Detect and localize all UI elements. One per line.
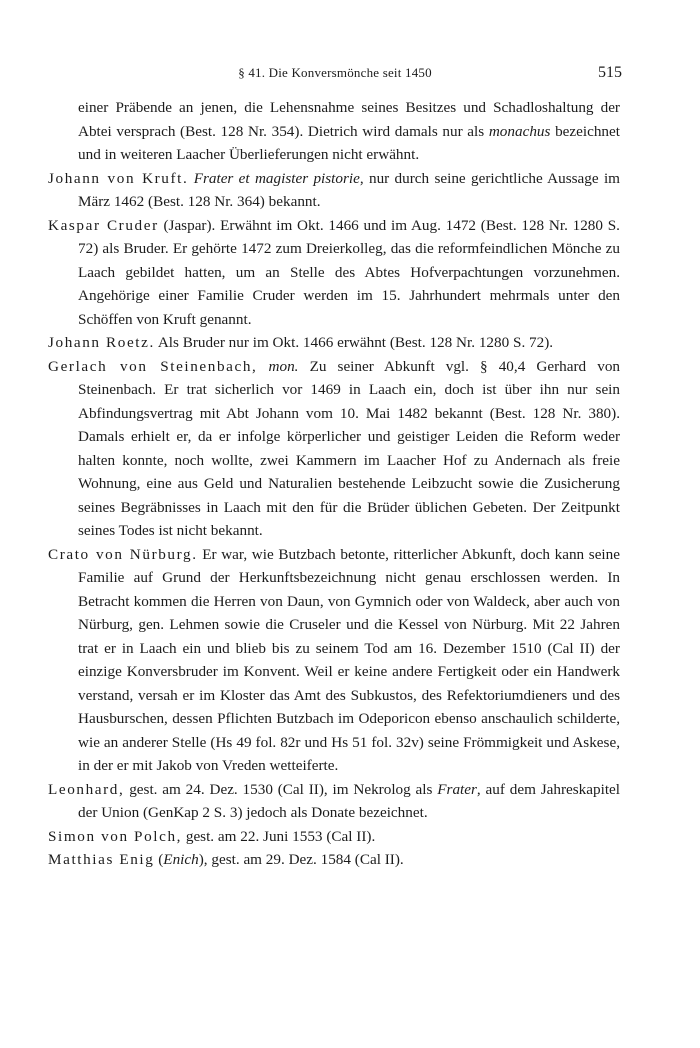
entry-name: Johann von Kruft.	[48, 169, 189, 187]
entry-name: Crato von Nürburg.	[48, 545, 198, 563]
latin-term: mon.	[268, 357, 299, 375]
entry-text: Zu seiner Abkunft vgl. § 40,4 Gerhard von Steinenbach. Er trat sicherlich vor 1469 in Laach ein, doch ist über ihn nur sein Abfindungsvertrag mit Abt Johann vom 10. Mai 1482 bekannt (Best. 128 Nr. 380). Damals erhielt er, da er infolge körperlicher und geistiger Leiden die Reform weder halten konnte, noch wollte, zwei Kammern im Laacher Hof zu Andernach als freie Wohnung, eine aus Geld und Naturalien bestehende Leibzucht sowie die Zusicherung seines Begräbnisses in Laach mit den für die Brüder üblichen Gebeten. Der Zeitpunkt seines Todes ist nicht bekannt.	[78, 357, 621, 539]
entry-text: Er war, wie Butzbach betonte, ritterlicher Abkunft, doch kann seine Familie auf Grund der Herkunftsbezeichnung nicht genau erschlossen werden. In Betracht kommen die Herren von Daun, von Gymnich oder von Waldeck, aber auch von Nürburg, gen. Lehmen sowie die Cruseler und die Kessel von Nürburg. Mit 22 Jahren trat er in Laach ein und blieb bis zu seinem Tod am 16. Dezember 1510 (Cal II) der einzige Konversbruder im Konvent. Weil er keine andere Fertigkeit oder ein Handwerk verstand, versah er im Kloster das Amt des Subkustos, des Refektoriumdieners und des Hausburschen, dessen Pflichten Butzbach im Odeporicon ebenso anschaulich schilderte, wie an anderer Stelle (Hs 49 fol. 82r und Hs 51 fol. 32v) seine Frömmigkeit und Askese, in der er mit Jakob von Vreden wetteiferte.	[78, 545, 620, 774]
register-entry	[48, 543, 620, 778]
entry-name: Simon von Polch,	[48, 827, 183, 845]
entry-text: , nur durch seine gerichtliche Aussage im März 1462 (Best. 128 Nr. 364) bekannt.	[78, 169, 620, 210]
entry-name: Johann Roetz.	[48, 334, 155, 351]
running-head: § 41. Die Konversmönche seit 1450	[238, 65, 432, 80]
entry-text: (Jaspar). Erwähnt im Okt. 1466 und im Aug. 1472 (Best. 128 Nr. 1280 S. 72) als Bruder. Er gehörte 1472 zum Dreierkolleg, das die reformfeindlichen Mönche zu Laach gebildet hatten, um an Stelle des Abtes Hofverpachtungen vorzunehmen. Angehörige einer Familie Cruder werden im 15. Jahrhundert mehrmals unter den Schöffen von Kruft genannt.	[78, 216, 620, 328]
register-entry	[48, 214, 620, 332]
register-entry	[48, 355, 620, 543]
register-entry	[48, 778, 620, 825]
latin-term: Frater et magister pistorie	[193, 169, 360, 187]
entry-continuation	[48, 96, 620, 167]
register-entry	[48, 331, 620, 355]
page-header	[48, 64, 622, 84]
entry-text: einer Präbende an jenen, die Lehensnahme seines Besitzes und Schadloshaltung der Abtei versprach (Best. 128 Nr. 354). Dietrich wird damals nur als	[78, 99, 620, 140]
entry-text: bezeichnet und in weiteren Laacher Überlieferungen nicht erwähnt.	[78, 122, 620, 163]
entry-text: , auf dem Jahreskapitel der Union (GenKap 2 S. 3) jedoch als Donate bezeichnet.	[78, 780, 620, 821]
latin-term: Enich	[163, 851, 199, 868]
entry-text: ), gest. am 29. Dez. 1584 (Cal II).	[198, 851, 404, 868]
latin-term: monachus	[488, 122, 551, 140]
entry-text: gest. am 22. Juni 1553 (Cal II).	[182, 827, 376, 845]
entry-name: Matthias Enig	[48, 851, 155, 868]
register-entry	[48, 825, 620, 849]
latin-term: Frater	[437, 780, 477, 798]
entry-text: (	[154, 851, 164, 868]
entry-name: Kaspar Cruder	[48, 216, 159, 234]
register-entry	[48, 848, 620, 872]
register-entry	[48, 167, 620, 214]
entry-text: gest. am 24. Dez. 1530 (Cal II), im Nekrolog als	[124, 780, 438, 798]
page-number: 515	[598, 64, 622, 81]
body-text	[48, 96, 620, 872]
entry-name: Leonhard,	[48, 780, 125, 798]
entry-text: Als Bruder nur im Okt. 1466 erwähnt (Best. 128 Nr. 1280 S. 72).	[154, 334, 554, 351]
entry-name: Gerlach von Steinenbach,	[48, 357, 258, 375]
entry-text	[257, 358, 268, 375]
